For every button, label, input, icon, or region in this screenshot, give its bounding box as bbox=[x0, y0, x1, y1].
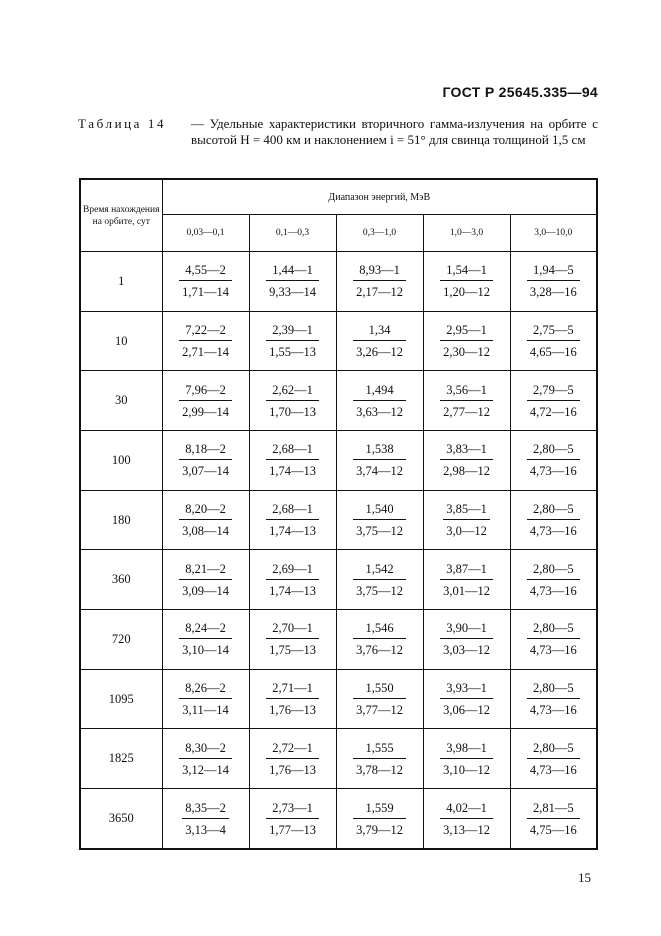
value-cell bbox=[423, 431, 510, 491]
fraction-value bbox=[527, 440, 580, 480]
value-cell bbox=[510, 311, 597, 371]
fraction-value bbox=[179, 261, 232, 301]
numerator: 2,69—1 bbox=[266, 560, 319, 580]
value-cell bbox=[423, 252, 510, 312]
fraction-value bbox=[179, 739, 232, 779]
denominator: 2,30—12 bbox=[443, 345, 490, 359]
numerator: 4,55—2 bbox=[179, 261, 232, 281]
numerator: 2,80—5 bbox=[527, 500, 580, 520]
numerator: 2,68—1 bbox=[266, 500, 319, 520]
value-cell bbox=[336, 431, 423, 491]
energy-bin-header: 0,1—0,3 bbox=[249, 215, 336, 252]
numerator: 3,87—1 bbox=[440, 560, 493, 580]
value-cell bbox=[249, 789, 336, 849]
numerator: 2,62—1 bbox=[266, 381, 319, 401]
table-row bbox=[80, 669, 597, 729]
fraction-value bbox=[527, 381, 580, 421]
numerator: 8,21—2 bbox=[179, 560, 232, 580]
value-cell bbox=[423, 490, 510, 550]
fraction-value bbox=[179, 321, 232, 361]
value-cell bbox=[510, 669, 597, 729]
denominator: 3,08—14 bbox=[182, 524, 229, 539]
numerator: 8,93—1 bbox=[353, 261, 406, 281]
fraction-value bbox=[266, 799, 319, 839]
table-row bbox=[80, 729, 597, 789]
value-cell bbox=[249, 311, 336, 371]
value-cell bbox=[510, 490, 597, 550]
numerator: 2,70—1 bbox=[266, 619, 319, 639]
denominator: 1,76—13 bbox=[269, 762, 316, 777]
fraction-value bbox=[266, 739, 319, 779]
denominator: 3,75—12 bbox=[356, 524, 403, 539]
fraction-value bbox=[266, 381, 319, 421]
denominator: 1,71—14 bbox=[182, 285, 229, 300]
denominator: 4,73—16 bbox=[529, 464, 577, 479]
denominator: 4,73—16 bbox=[529, 524, 577, 539]
denominator: 9,33—14 bbox=[269, 285, 316, 300]
fraction-value bbox=[440, 679, 493, 719]
denominator: 2,17—12 bbox=[356, 285, 403, 300]
numerator: 3,85—1 bbox=[443, 500, 490, 520]
value-cell bbox=[249, 431, 336, 491]
table-title: — Удельные характеристики вторичного гамма-излучения на орбите с высотой H = 400 км и наклонением i = 51° для свинца толщиной 1,5 см bbox=[191, 116, 598, 147]
denominator: 2,77—12 bbox=[443, 404, 490, 419]
numerator: 1,550 bbox=[353, 679, 406, 699]
value-cell bbox=[249, 550, 336, 610]
fraction-value bbox=[353, 739, 406, 779]
denominator: 3,03—12 bbox=[443, 643, 490, 658]
fraction-value bbox=[353, 321, 406, 361]
value-cell bbox=[423, 550, 510, 610]
fraction-value bbox=[353, 619, 406, 659]
denominator: 2,99—14 bbox=[182, 404, 229, 419]
numerator: 3,98—1 bbox=[440, 739, 493, 759]
orbit-days: 100 bbox=[80, 431, 162, 491]
numerator: 4,02—1 bbox=[440, 799, 493, 819]
value-cell bbox=[162, 252, 249, 312]
numerator: 3,90—1 bbox=[440, 619, 493, 639]
fraction-value bbox=[440, 440, 493, 480]
denominator: 1,76—13 bbox=[269, 703, 316, 718]
value-cell bbox=[249, 610, 336, 670]
orbit-days: 1825 bbox=[80, 729, 162, 789]
numerator: 2,80—5 bbox=[527, 440, 580, 460]
fraction-value bbox=[527, 560, 580, 600]
denominator: 2,71—14 bbox=[182, 345, 229, 359]
value-cell bbox=[423, 311, 510, 371]
orbit-days: 1 bbox=[80, 252, 162, 312]
table-row bbox=[80, 311, 597, 371]
value-cell bbox=[162, 550, 249, 610]
value-cell bbox=[423, 789, 510, 849]
fraction-value bbox=[353, 679, 406, 719]
value-cell bbox=[162, 431, 249, 491]
denominator: 3,07—14 bbox=[182, 464, 229, 479]
table-row bbox=[80, 610, 597, 670]
value-cell bbox=[162, 490, 249, 550]
standard-code: ГОСТ Р 25645.335—94 bbox=[442, 84, 598, 100]
orbit-days: 720 bbox=[80, 610, 162, 670]
value-cell bbox=[336, 550, 423, 610]
denominator: 4,73—16 bbox=[529, 583, 577, 598]
numerator: 1,34 bbox=[353, 321, 406, 341]
value-cell bbox=[336, 252, 423, 312]
energy-bin-header: 1,0—3,0 bbox=[423, 215, 510, 252]
fraction-value bbox=[527, 799, 580, 839]
fraction-value bbox=[353, 261, 406, 301]
numerator: 3,83—1 bbox=[440, 440, 493, 460]
orbit-days: 30 bbox=[80, 371, 162, 431]
fraction-value bbox=[527, 679, 580, 719]
numerator: 2,75—5 bbox=[527, 321, 580, 341]
numerator: 1,94—5 bbox=[527, 261, 580, 281]
fraction-value bbox=[266, 560, 319, 600]
fraction-value bbox=[353, 799, 406, 839]
fraction-value bbox=[527, 321, 580, 361]
denominator: 1,74—13 bbox=[269, 464, 316, 479]
denominator: 3,77—12 bbox=[356, 703, 403, 718]
fraction-value bbox=[440, 261, 493, 301]
numerator: 1,559 bbox=[353, 799, 406, 819]
denominator: 3,26—12 bbox=[356, 345, 403, 359]
fraction-value bbox=[179, 679, 231, 719]
table-row bbox=[80, 789, 597, 849]
value-cell bbox=[336, 610, 423, 670]
denominator: 3,11—14 bbox=[182, 703, 229, 718]
numerator: 2,72—1 bbox=[266, 739, 319, 759]
numerator: 1,540 bbox=[353, 500, 406, 520]
denominator: 1,75—13 bbox=[269, 643, 316, 658]
fraction-value bbox=[266, 440, 319, 480]
fraction-value bbox=[266, 619, 319, 659]
denominator: 1,77—13 bbox=[269, 822, 316, 837]
numerator: 1,546 bbox=[353, 619, 406, 639]
numerator: 2,68—1 bbox=[266, 440, 319, 460]
table-label: Таблица 14 bbox=[78, 116, 167, 131]
value-cell bbox=[249, 729, 336, 789]
energy-bin-header: 0,3—1,0 bbox=[336, 215, 423, 252]
value-cell bbox=[249, 669, 336, 729]
numerator: 8,18—2 bbox=[179, 440, 232, 460]
energy-range-header: Диапазон энергий, МэВ bbox=[162, 179, 597, 215]
numerator: 2,71—1 bbox=[266, 679, 319, 699]
fraction-value bbox=[266, 261, 319, 301]
value-cell bbox=[336, 371, 423, 431]
value-cell bbox=[510, 729, 597, 789]
value-cell bbox=[162, 669, 249, 729]
fraction-value bbox=[353, 381, 406, 421]
fraction-value bbox=[527, 619, 580, 659]
numerator: 8,26—2 bbox=[179, 679, 231, 699]
denominator: 3,06—12 bbox=[443, 703, 490, 718]
table-row bbox=[80, 371, 597, 431]
value-cell bbox=[423, 610, 510, 670]
value-cell bbox=[510, 789, 597, 849]
denominator: 2,98—12 bbox=[443, 464, 490, 479]
fraction-value bbox=[182, 799, 229, 839]
energy-bin-header: 3,0—10,0 bbox=[510, 215, 597, 252]
table-row bbox=[80, 252, 597, 312]
numerator: 2,39—1 bbox=[266, 321, 319, 341]
numerator: 1,542 bbox=[353, 560, 406, 580]
fraction-value bbox=[440, 321, 493, 361]
fraction-value bbox=[179, 619, 232, 659]
denominator: 4,75—16 bbox=[529, 822, 577, 837]
time-column-header: Время нахождения на орбите, сут bbox=[80, 179, 162, 252]
denominator: 3,76—12 bbox=[356, 643, 403, 658]
fraction-value bbox=[179, 381, 232, 421]
value-cell bbox=[249, 252, 336, 312]
denominator: 1,74—13 bbox=[269, 524, 316, 539]
fraction-value bbox=[179, 560, 232, 600]
value-cell bbox=[162, 311, 249, 371]
fraction-value bbox=[440, 739, 493, 779]
value-cell bbox=[162, 729, 249, 789]
fraction-value bbox=[440, 619, 493, 659]
numerator: 2,81—5 bbox=[527, 799, 580, 819]
fraction-value bbox=[353, 560, 406, 600]
denominator: 4,72—16 bbox=[529, 404, 577, 419]
denominator: 4,73—16 bbox=[529, 762, 577, 777]
value-cell bbox=[510, 610, 597, 670]
numerator: 2,95—1 bbox=[440, 321, 493, 341]
value-cell bbox=[423, 371, 510, 431]
value-cell bbox=[510, 431, 597, 491]
orbit-days: 360 bbox=[80, 550, 162, 610]
numerator: 2,80—5 bbox=[527, 560, 580, 580]
table-row bbox=[80, 550, 597, 610]
denominator: 1,55—13 bbox=[269, 345, 316, 359]
fraction-value bbox=[440, 799, 493, 839]
fraction-value bbox=[443, 500, 490, 540]
table-row bbox=[80, 431, 597, 491]
value-cell bbox=[336, 311, 423, 371]
value-cell bbox=[336, 669, 423, 729]
numerator: 2,73—1 bbox=[266, 799, 319, 819]
numerator: 1,494 bbox=[353, 381, 406, 401]
numerator: 8,35—2 bbox=[182, 799, 229, 819]
denominator: 3,79—12 bbox=[356, 822, 403, 837]
numerator: 1,44—1 bbox=[266, 261, 319, 281]
numerator: 1,555 bbox=[353, 739, 406, 759]
denominator: 1,74—13 bbox=[269, 583, 316, 598]
value-cell bbox=[336, 729, 423, 789]
denominator: 4,65—16 bbox=[529, 345, 577, 359]
denominator: 3,75—12 bbox=[356, 583, 403, 598]
denominator: 1,70—13 bbox=[269, 404, 316, 419]
fraction-value bbox=[440, 560, 493, 600]
energy-bin-header: 0,03—0,1 bbox=[162, 215, 249, 252]
fraction-value bbox=[179, 500, 232, 540]
fraction-value bbox=[266, 321, 319, 361]
numerator: 7,96—2 bbox=[179, 381, 232, 401]
fraction-value bbox=[527, 261, 580, 301]
numerator: 8,24—2 bbox=[179, 619, 232, 639]
fraction-value bbox=[527, 500, 580, 540]
numerator: 1,54—1 bbox=[440, 261, 493, 281]
numerator: 3,93—1 bbox=[440, 679, 493, 699]
value-cell bbox=[423, 729, 510, 789]
fraction-value bbox=[353, 500, 406, 540]
value-cell bbox=[423, 669, 510, 729]
value-cell bbox=[162, 789, 249, 849]
fraction-value bbox=[440, 381, 493, 421]
numerator: 2,79—5 bbox=[527, 381, 580, 401]
value-cell bbox=[510, 371, 597, 431]
numerator: 2,80—5 bbox=[527, 619, 580, 639]
orbit-days: 3650 bbox=[80, 789, 162, 849]
value-cell bbox=[336, 789, 423, 849]
numerator: 8,30—2 bbox=[179, 739, 232, 759]
value-cell bbox=[162, 610, 249, 670]
numerator: 1,538 bbox=[353, 440, 406, 460]
denominator: 4,73—16 bbox=[529, 643, 577, 658]
denominator: 4,73—16 bbox=[529, 703, 577, 718]
value-cell bbox=[510, 252, 597, 312]
value-cell bbox=[162, 371, 249, 431]
numerator: 8,20—2 bbox=[179, 500, 232, 520]
gamma-radiation-table bbox=[79, 178, 598, 850]
denominator: 3,01—12 bbox=[443, 583, 490, 598]
fraction-value bbox=[266, 679, 319, 719]
fraction-value bbox=[266, 500, 319, 540]
numerator: 3,56—1 bbox=[440, 381, 493, 401]
fraction-value bbox=[353, 440, 406, 480]
value-cell bbox=[249, 490, 336, 550]
page-number: 15 bbox=[578, 870, 591, 885]
value-cell bbox=[336, 490, 423, 550]
denominator: 3,78—12 bbox=[356, 762, 403, 777]
denominator: 3,63—12 bbox=[356, 404, 403, 419]
orbit-days: 180 bbox=[80, 490, 162, 550]
fraction-value bbox=[527, 739, 580, 779]
value-cell bbox=[510, 550, 597, 610]
table-row bbox=[80, 490, 597, 550]
denominator: 3,10—14 bbox=[182, 643, 229, 658]
orbit-days: 10 bbox=[80, 311, 162, 371]
denominator: 3,10—12 bbox=[443, 762, 490, 777]
denominator: 3,13—4 bbox=[185, 822, 226, 837]
numerator: 7,22—2 bbox=[179, 321, 232, 341]
numerator: 2,80—5 bbox=[527, 679, 580, 699]
denominator: 3,09—14 bbox=[182, 583, 229, 598]
numerator: 2,80—5 bbox=[527, 739, 580, 759]
denominator: 3,74—12 bbox=[356, 464, 403, 479]
denominator: 3,12—14 bbox=[182, 762, 229, 777]
denominator: 1,20—12 bbox=[443, 285, 490, 300]
fraction-value bbox=[179, 440, 232, 480]
orbit-days: 1095 bbox=[80, 669, 162, 729]
value-cell bbox=[249, 371, 336, 431]
denominator: 3,28—16 bbox=[529, 285, 577, 300]
denominator: 3,13—12 bbox=[443, 822, 490, 837]
denominator: 3,0—12 bbox=[446, 524, 487, 539]
